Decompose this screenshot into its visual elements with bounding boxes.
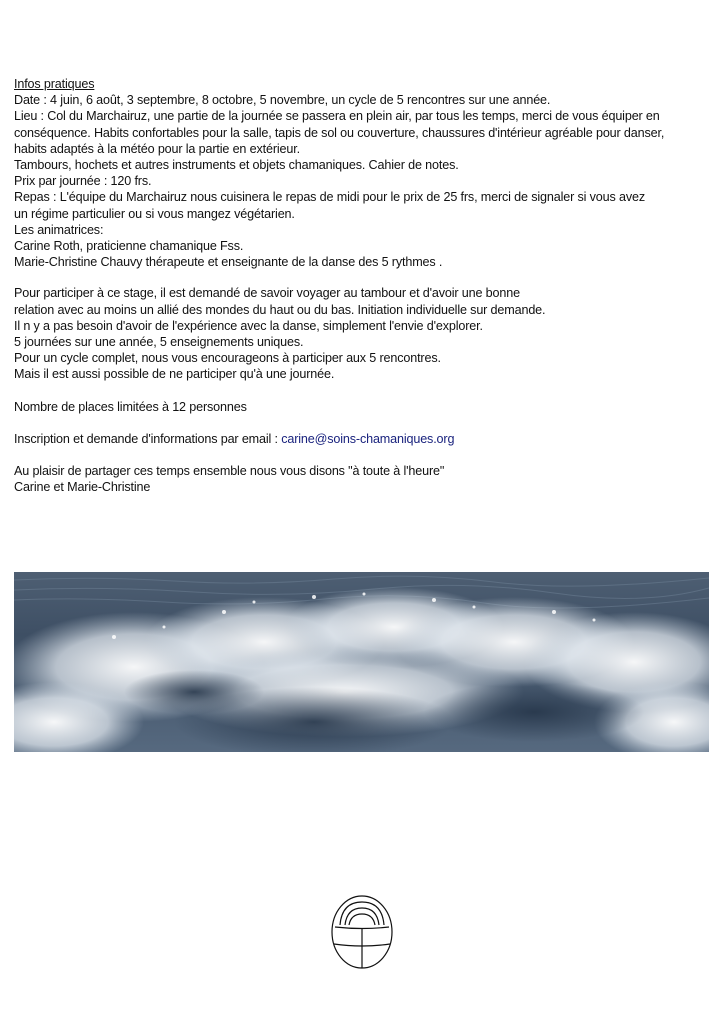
lieu-line-3: habits adaptés à la météo pour la partie en extérieur. — [14, 141, 300, 156]
participation-line-6: Mais il est aussi possible de ne participer qu'à une journée. — [14, 367, 335, 382]
section-title: Infos pratiques — [14, 77, 95, 91]
participation-line-3: Il n y a pas besoin d'avoir de l'expérience avec la danse, simplement l'envie d'explorer. — [14, 318, 483, 333]
repas-line-2: un régime particulier ou si vous mangez végétarien. — [14, 206, 295, 221]
materiel-line: Tambours, hochets et autres instruments et objets chamaniques. Cahier de notes. — [14, 158, 459, 173]
lieu-line-2: conséquence. Habits confortables pour la salle, tapis de sol ou couverture, chaussures d'intérieur agréable pour danser, — [14, 125, 665, 140]
animatrice-marie-christine: Marie-Christine Chauvy thérapeute et enseignante de la danse des 5 rythmes . — [14, 255, 443, 270]
email-link[interactable]: carine@soins-chamaniques.org — [281, 431, 455, 446]
signature-line: Carine et Marie-Christine — [14, 480, 151, 495]
ocean-wave-image — [14, 572, 709, 752]
lieu-line: Lieu : Col du Marchairuz, une partie de la journée se passera en plein air, par tous les temps, merci de vous équiper en — [14, 109, 660, 124]
repas-line: Repas : L'équipe du Marchairuz nous cuisinera le repas de midi pour le prix de 25 frs, merci de signaler si vous avez — [14, 190, 645, 205]
places-line: Nombre de places limitées à 12 personnes — [14, 399, 247, 414]
participation-line-1: Pour participer à ce stage, il est demandé de savoir voyager au tambour et d'avoir une bonne — [14, 286, 520, 301]
shamanic-logo-icon — [327, 892, 397, 972]
prix-line: Prix par journée : 120 frs. — [14, 174, 152, 189]
date-line: Date : 4 juin, 6 août, 3 septembre, 8 octobre, 5 novembre, un cycle de 5 rencontres sur une année. — [14, 93, 551, 108]
participation-line-2: relation avec au moins un allié des mondes du haut ou du bas. Initiation individuelle sur demande. — [14, 302, 546, 317]
closing-line: Au plaisir de partager ces temps ensemble nous vous disons "à toute à l'heure" — [14, 464, 445, 479]
animatrice-carine: Carine Roth, praticienne chamanique Fss. — [14, 239, 244, 254]
inscription-line — [14, 431, 714, 447]
participation-line-5: Pour un cycle complet, nous vous encourageons à participer aux 5 rencontres. — [14, 351, 441, 366]
animatrices-label: Les animatrices: — [14, 222, 104, 237]
participation-line-4: 5 journées sur une année, 5 enseignements uniques. — [14, 335, 304, 350]
document-body — [14, 76, 714, 495]
inscription-label: Inscription et demande d'informations par email : — [14, 431, 282, 446]
